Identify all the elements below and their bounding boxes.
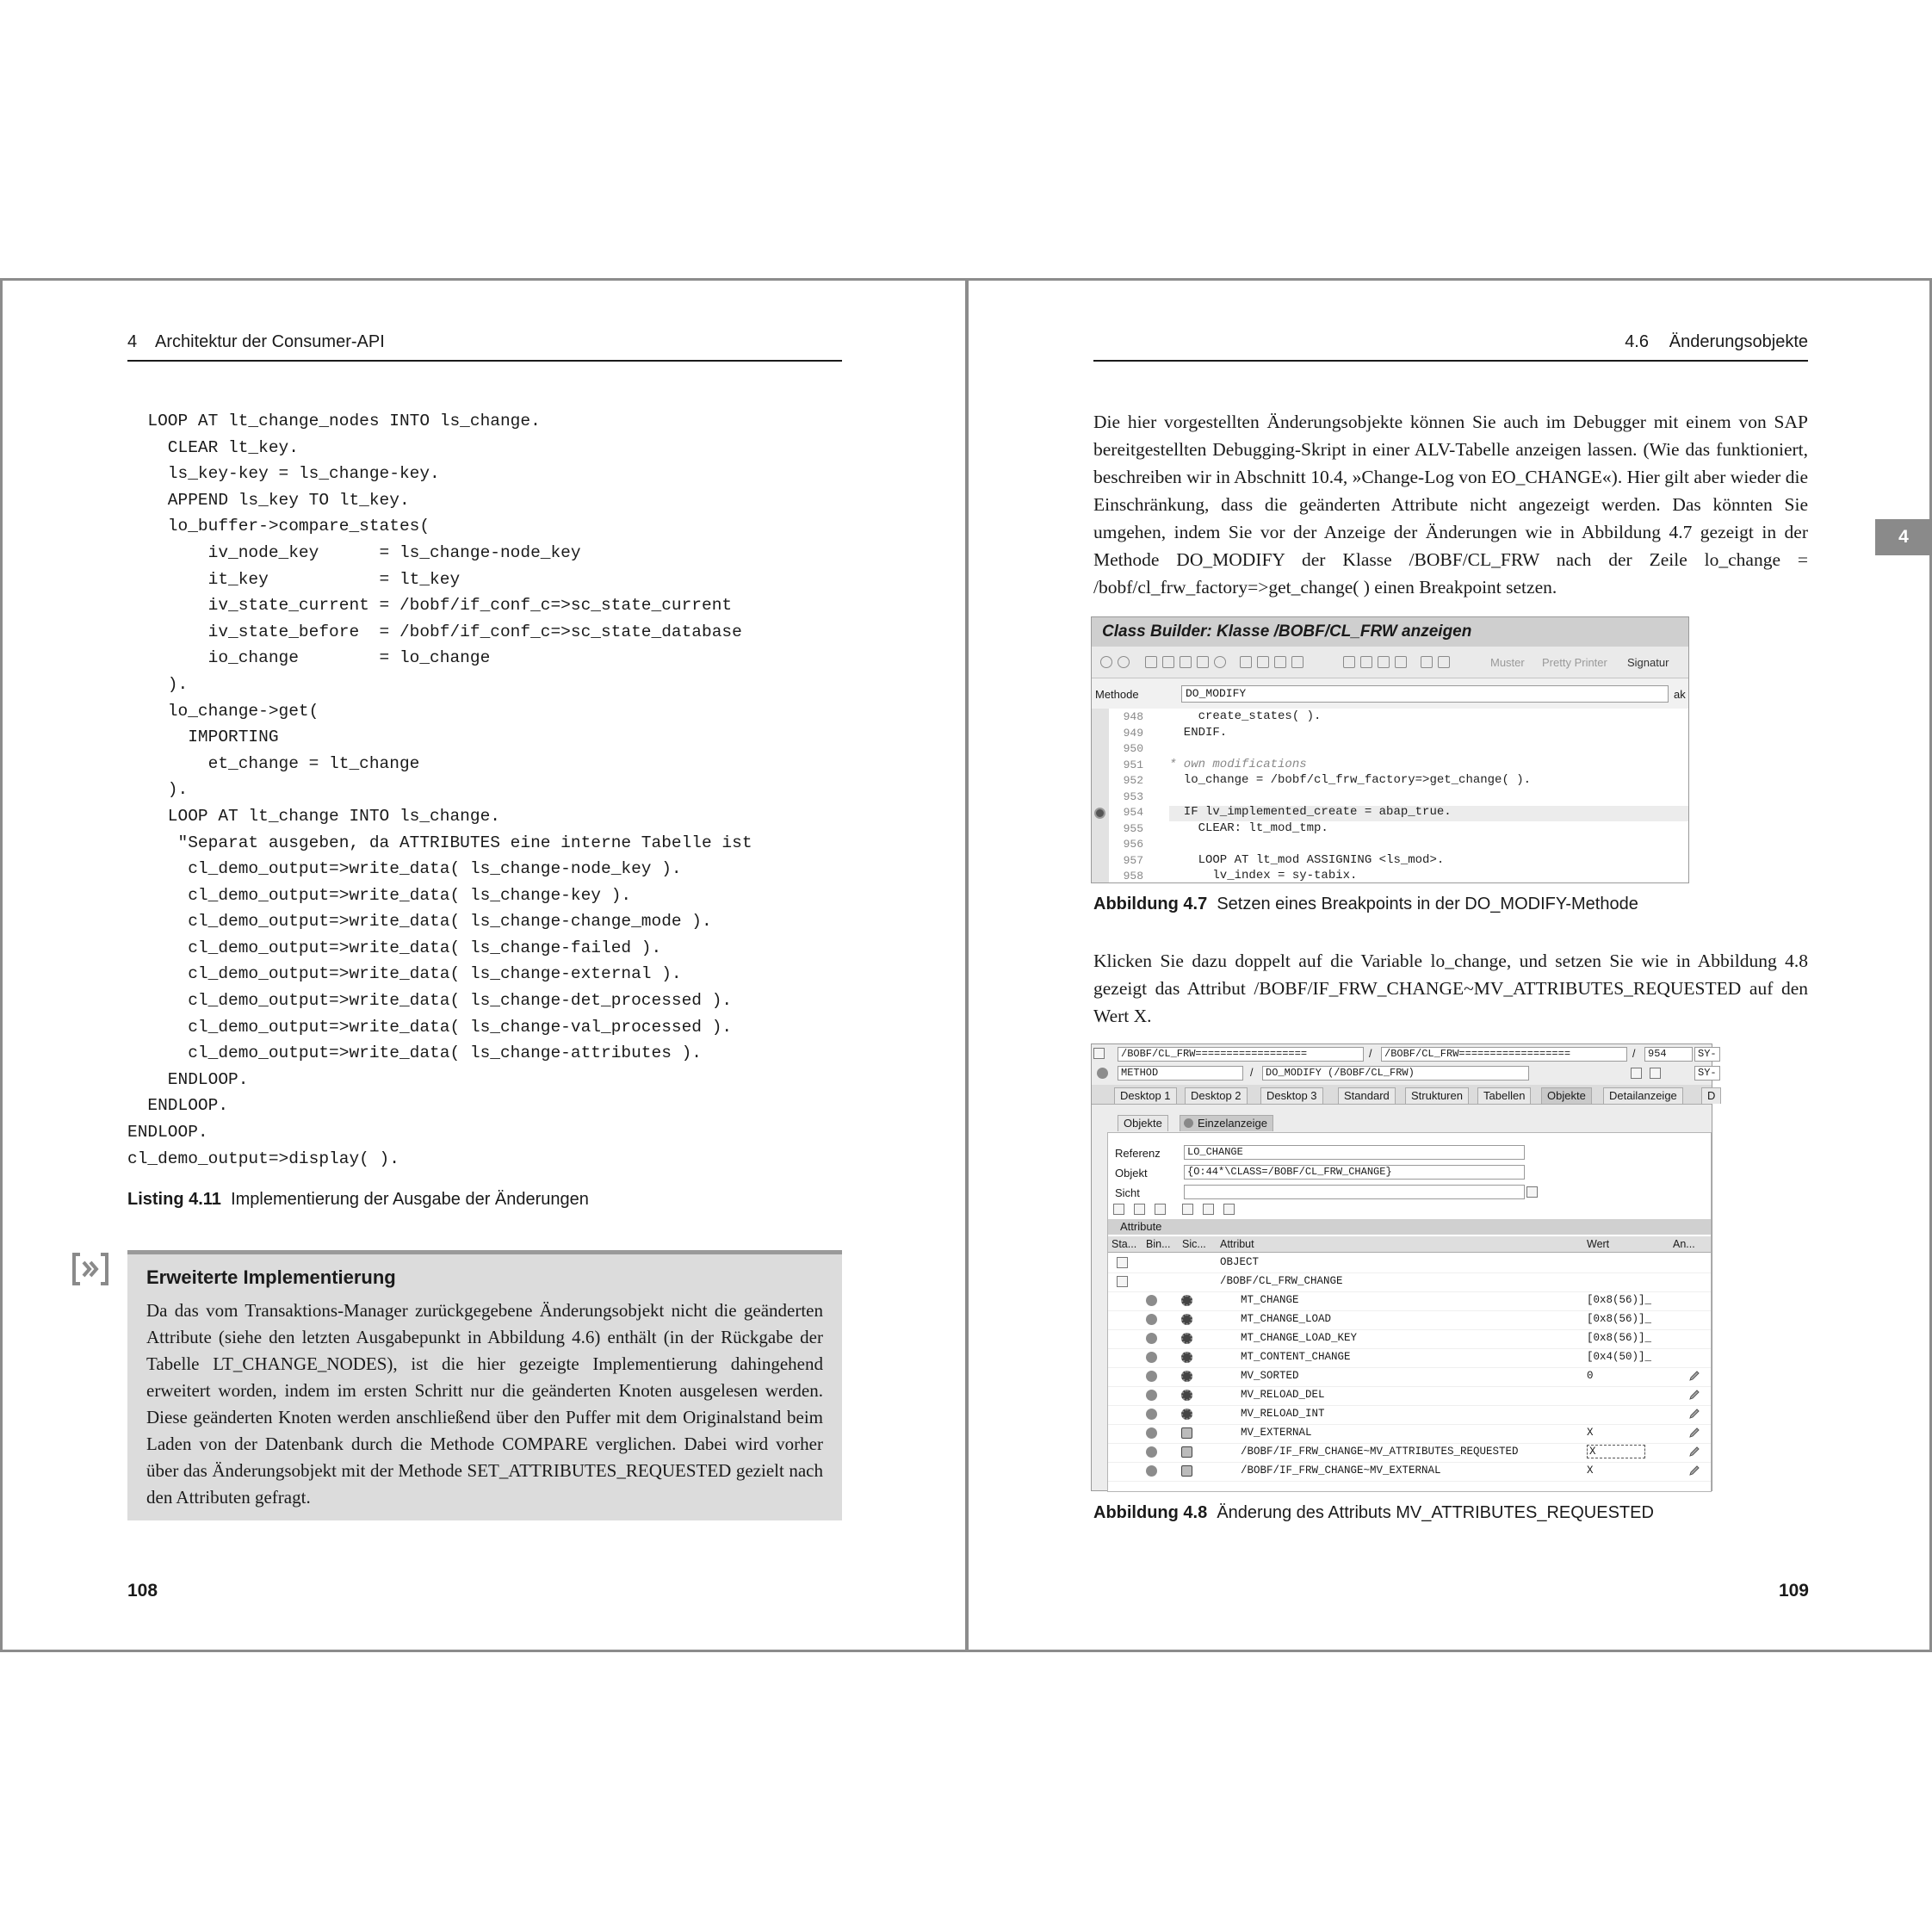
objekt-field[interactable]: {O:44*\CLASS=/BOBF/CL_FRW_CHANGE} (1184, 1165, 1525, 1180)
tool-icon-2[interactable] (1134, 1204, 1145, 1215)
back-icon[interactable] (1100, 656, 1112, 668)
pencil-icon[interactable] (1688, 1389, 1700, 1401)
tab-strukturen[interactable]: Strukturen (1405, 1087, 1469, 1104)
pencil-icon[interactable] (1688, 1427, 1700, 1439)
attribute-type-icon (1146, 1390, 1157, 1401)
line-number: 952 (1123, 774, 1143, 787)
line-number: 950 (1123, 742, 1143, 755)
visibility-icon (1181, 1295, 1192, 1306)
visibility-icon (1181, 1390, 1192, 1401)
code-line: CLEAR lt_key. (127, 437, 299, 457)
attribute-type-icon (1146, 1409, 1157, 1420)
tab-tabellen[interactable]: Tabellen (1477, 1087, 1531, 1104)
listing-caption (127, 1190, 589, 1210)
attribute-value[interactable]: X (1587, 1427, 1594, 1439)
line-number: 958 (1123, 870, 1143, 882)
table-row[interactable] (1108, 1291, 1711, 1311)
attribute-section: Attribute (1108, 1219, 1711, 1235)
line-number: 957 (1123, 853, 1143, 867)
code-line: lo_change->get( (127, 701, 319, 721)
tab-d[interactable]: D (1701, 1087, 1721, 1104)
window-title: Class Builder: Klasse /BOBF/CL_FRW anzeigen (1092, 617, 1688, 647)
sy-field-2: SY- (1694, 1066, 1720, 1081)
code-line: ENDLOOP. (127, 1123, 208, 1142)
code-line: cl_demo_output=>display( ). (127, 1149, 399, 1168)
column-header[interactable]: An... (1673, 1238, 1695, 1250)
info-box-title: Erweiterte Implementierung (146, 1266, 396, 1288)
attribute-value: [0x8(56)]_ (1587, 1313, 1652, 1325)
path-separator: / (1369, 1048, 1372, 1060)
window-icon[interactable] (1378, 656, 1390, 668)
code-editor[interactable] (1092, 709, 1688, 882)
attribute-value[interactable]: X (1587, 1445, 1645, 1458)
attribute-type-icon (1146, 1333, 1157, 1344)
referenz-field[interactable]: LO_CHANGE (1184, 1145, 1525, 1160)
code-line: iv_node_key = ls_change-node_key (127, 542, 581, 562)
table-row[interactable] (1108, 1348, 1711, 1368)
method-row (1092, 684, 1688, 705)
table-row[interactable] (1108, 1424, 1711, 1444)
tab-objekte[interactable]: Objekte (1541, 1087, 1592, 1104)
attribute-type-icon (1146, 1446, 1157, 1458)
visibility-icon (1181, 1427, 1192, 1439)
running-header-left (127, 329, 842, 362)
line-separator: / (1632, 1048, 1636, 1060)
pretty-printer-button[interactable]: Pretty Printer (1542, 656, 1607, 669)
table-row[interactable] (1108, 1367, 1711, 1387)
running-header-right (1093, 329, 1808, 362)
attribute-name: MV_SORTED (1241, 1370, 1299, 1382)
code-line[interactable]: CLEAR: lt_mod_tmp. (1169, 820, 1328, 835)
column-header[interactable]: Sta... (1112, 1238, 1137, 1250)
method-name-field: DO_MODIFY (/BOBF/CL_FRW) (1262, 1066, 1529, 1081)
line-number: 949 (1123, 726, 1143, 740)
hierarchy-icon[interactable] (1343, 656, 1355, 668)
code-line: ENDLOOP. (127, 1096, 229, 1116)
column-header[interactable]: Sic... (1182, 1238, 1206, 1250)
visibility-icon (1181, 1409, 1192, 1420)
code-line: LOOP AT lt_change INTO ls_change. (127, 806, 500, 826)
code-line: cl_demo_output=>write_data( ls_change-det_processed ). (127, 991, 733, 1011)
info-box-text: Da das vom Transaktions-Manager zurückgegebene Änderungsobjekt nicht die geänderten Attribute (siehe den letzten Ausgabepunkt in Abbildung 4.6) enthält (in der Rückgabe der Tabelle LT_CHANGE_NODES), ist die hier gezeigte Implementierung dahingehend erweitert worden, indem im ersten Schritt nur die geänderten Knoten ausgelesen werden. Diese geänderten Knoten werden anschließend über den Puffer mit dem Originalstand beim Laden von der Datenbank durch die Methode COMPARE verglichen. Dabei wird vorher über das Änderungsobjekt mit der Methode SET_ATTRIBUTES_REQUESTED gezielt nach den Attributen gefragt. (146, 1300, 823, 1508)
code-line: cl_demo_output=>write_data( ls_change-attributes ). (127, 1043, 703, 1063)
display-change-icon[interactable] (1240, 656, 1252, 668)
line-number: 956 (1123, 838, 1143, 851)
tab-desktop-3[interactable]: Desktop 3 (1260, 1087, 1323, 1104)
section-title: Änderungsobjekte (1669, 332, 1808, 351)
line-number: 955 (1123, 821, 1143, 835)
attribute-name: MT_CONTENT_CHANGE (1241, 1351, 1351, 1363)
method-field[interactable]: DO_MODIFY (1181, 685, 1669, 703)
delete-icon[interactable] (1197, 656, 1209, 668)
table-row[interactable] (1108, 1386, 1711, 1406)
code-line[interactable]: IF lv_implemented_create = abap_true. (1169, 805, 1452, 819)
page-number-right: 109 (1778, 1581, 1809, 1601)
body-paragraph-2: Klicken Sie dazu doppelt auf die Variable lo_change, und setzen Sie wie in Abbildung 4.8 gezeigt das Attribut /BOBF/IF_FRW_CHANGE~MV_ATTRIBUTES_REQUESTED auf den Wert X. (1093, 951, 1808, 1026)
code-line: "Separat ausgeben, da ATTRIBUTES eine interne Tabelle ist (127, 833, 752, 852)
attribute-name: /BOBF/IF_FRW_CHANGE~MV_ATTRIBUTES_REQUESTED (1241, 1446, 1519, 1458)
attribute-name: MV_EXTERNAL (1241, 1427, 1312, 1439)
attribute-type-icon (1146, 1427, 1157, 1439)
code-line: cl_demo_output=>write_data( ls_change-failed ). (127, 938, 662, 957)
visibility-icon (1181, 1465, 1192, 1477)
activate-icon[interactable] (1180, 656, 1192, 668)
attribute-value: [0x4(50)]_ (1587, 1351, 1652, 1363)
attribute-value[interactable]: X (1587, 1464, 1594, 1477)
program-path-field: /BOBF/CL_FRW================== (1118, 1047, 1364, 1062)
attribute-type-icon (1146, 1371, 1157, 1382)
source-icon[interactable] (1631, 1068, 1642, 1079)
subtab-einzelanzeige-label: Einzelanzeige (1198, 1117, 1267, 1130)
attribute-type-icon (1146, 1314, 1157, 1325)
figure-4-7-caption-label: Abbildung 4.7 (1093, 895, 1208, 913)
page-number-left: 108 (127, 1581, 158, 1601)
field-label-referenz: Referenz (1115, 1147, 1161, 1160)
sicht-field[interactable] (1184, 1185, 1525, 1199)
settings-icon[interactable] (1438, 656, 1450, 668)
table-row[interactable] (1108, 1462, 1711, 1482)
object-subtabs (1092, 1112, 1712, 1131)
toggle-icon[interactable] (1145, 656, 1157, 668)
tab-standard[interactable]: Standard (1338, 1087, 1396, 1104)
section-number: 4.6 (1625, 332, 1649, 351)
field-label-sicht: Sicht (1115, 1186, 1140, 1199)
method-icon (1097, 1068, 1108, 1079)
attribute-name: MT_CHANGE_LOAD_KEY (1241, 1332, 1358, 1344)
code-line[interactable]: create_states( ). (1169, 709, 1322, 723)
code-line: io_change = lo_change (127, 648, 491, 668)
attribute-type-icon (1146, 1352, 1157, 1363)
code-line: cl_demo_output=>write_data( ls_change-node_key ). (127, 859, 682, 879)
attribute-table-header (1108, 1236, 1711, 1253)
sy-field-1: SY- (1694, 1047, 1720, 1062)
sort-icon[interactable] (1182, 1204, 1193, 1215)
code-line: iv_state_current = /bobf/if_conf_c=>sc_state_current (127, 596, 733, 616)
debugger-method-row (1092, 1065, 1717, 1082)
editor-gutter[interactable] (1092, 709, 1109, 882)
code-line: LOOP AT lt_change_nodes INTO ls_change. (127, 412, 541, 430)
table-row[interactable] (1108, 1405, 1711, 1425)
code-line[interactable]: LOOP AT lt_mod ASSIGNING <ls_mod>. (1169, 852, 1445, 867)
line-number: 954 (1123, 806, 1143, 819)
pencil-icon[interactable] (1688, 1370, 1700, 1382)
attribute-name: OBJECT (1220, 1256, 1260, 1268)
tree-node-icon[interactable] (1117, 1257, 1128, 1268)
tool-icon-3[interactable] (1155, 1204, 1166, 1215)
visibility-icon (1181, 1371, 1192, 1382)
code-line: IMPORTING (127, 728, 279, 747)
column-header[interactable]: Bin... (1146, 1238, 1171, 1250)
tab-desktop-1[interactable]: Desktop 1 (1114, 1087, 1177, 1104)
attribute-type-icon (1146, 1465, 1157, 1477)
code-line: cl_demo_output=>write_data( ls_change-external ). (127, 964, 682, 984)
visibility-icon (1181, 1314, 1192, 1325)
debugger-screenshot (1091, 1043, 1717, 1491)
figure-4-8-caption-label: Abbildung 4.8 (1093, 1503, 1208, 1522)
table-row[interactable] (1108, 1443, 1711, 1463)
attribute-type-icon (1146, 1295, 1157, 1306)
figure-4-8-caption-text: Änderung des Attributs MV_ATTRIBUTES_REQUESTED (1217, 1503, 1654, 1522)
method-separator: / (1250, 1067, 1254, 1079)
pencil-icon[interactable] (1688, 1464, 1700, 1477)
toolbar (1092, 647, 1688, 678)
info-icon (71, 1252, 109, 1286)
code-line: iv_state_before = /bobf/if_conf_c=>sc_state_database (127, 622, 742, 641)
code-line[interactable]: ENDIF. (1169, 725, 1228, 740)
breakpoint-icon[interactable] (1274, 656, 1286, 668)
attribute-name: MT_CHANGE (1241, 1294, 1299, 1306)
check-icon[interactable] (1162, 656, 1174, 668)
pattern-button[interactable]: Muster (1490, 656, 1525, 669)
visibility-icon (1181, 1333, 1192, 1344)
left-page (0, 278, 968, 1652)
code-line: ENDLOOP. (127, 1069, 249, 1089)
code-line: APPEND ls_key TO lt_key. (127, 490, 410, 510)
code-line[interactable]: * own modifications (1169, 757, 1307, 771)
info-icon[interactable] (1395, 656, 1407, 668)
listing-caption-text: Implementierung der Ausgabe der Änderungen (231, 1190, 589, 1209)
tab-desktop-2[interactable]: Desktop 2 (1185, 1087, 1248, 1104)
edit-icon[interactable] (1257, 656, 1269, 668)
table-row[interactable] (1108, 1310, 1711, 1330)
line-number: 948 (1123, 710, 1143, 723)
info-icon[interactable] (1650, 1068, 1661, 1079)
code-line: it_key = lt_key (127, 569, 461, 589)
code-line: ). (127, 674, 189, 694)
signature-button[interactable]: Signatur (1627, 656, 1669, 669)
code-line: lo_buffer->compare_states( (127, 517, 430, 536)
listing-caption-label: Listing 4.11 (127, 1190, 221, 1209)
attribute-name: /BOBF/IF_FRW_CHANGE~MV_EXTERNAL (1241, 1464, 1441, 1477)
visibility-icon (1181, 1446, 1192, 1458)
test-icon[interactable] (1291, 656, 1303, 668)
line-number: 953 (1123, 790, 1143, 803)
tab-detailanzeige[interactable]: Detailanzeige (1603, 1087, 1683, 1104)
subtab-objekte[interactable]: Objekte (1118, 1115, 1168, 1131)
code-line: et_change = lt_change (127, 753, 420, 773)
attribute-name: MV_RELOAD_INT (1241, 1408, 1325, 1420)
tree-node-icon[interactable] (1117, 1276, 1128, 1287)
figure-4-8-caption (1093, 1503, 1654, 1523)
method-label: Methode (1095, 688, 1139, 701)
figure-4-7-caption (1093, 895, 1638, 914)
attribute-name: MT_CHANGE_LOAD (1241, 1313, 1332, 1325)
code-line[interactable]: lv_index = sy-tabix. (1169, 869, 1358, 882)
subtab-einzelanzeige[interactable] (1180, 1115, 1273, 1131)
code-line: cl_demo_output=>write_data( ls_change-key ). (127, 885, 632, 905)
einzelanzeige-icon (1184, 1118, 1193, 1128)
attribute-value: [0x8(56)]_ (1587, 1294, 1652, 1306)
where-used-icon[interactable] (1214, 656, 1226, 668)
forward-icon[interactable] (1118, 656, 1130, 668)
code-line: ). (127, 780, 189, 800)
sicht-dropdown-icon[interactable] (1526, 1186, 1538, 1198)
visibility-icon (1181, 1352, 1192, 1363)
chapter-title: Architektur der Consumer-API (155, 332, 385, 351)
filter-icon[interactable] (1223, 1204, 1235, 1215)
column-header[interactable]: Attribut (1220, 1238, 1254, 1250)
pencil-icon[interactable] (1688, 1446, 1700, 1458)
single-display-panel (1107, 1132, 1712, 1492)
sum-icon[interactable] (1203, 1204, 1214, 1215)
code-line: cl_demo_output=>write_data( ls_change-change_mode ). (127, 912, 712, 932)
code-line[interactable]: lo_change = /bobf/cl_frw_factory=>get_change( ). (1169, 773, 1532, 787)
line-number: 951 (1123, 758, 1143, 771)
panel-toolbar (1112, 1202, 1266, 1217)
code-line: cl_demo_output=>write_data( ls_change-val_processed ). (127, 1017, 733, 1037)
method-extra: ak (1674, 688, 1686, 701)
desktop-tabs (1092, 1085, 1716, 1105)
chapter-thumb-tab: 4 (1875, 519, 1932, 555)
attribute-value[interactable]: 0 (1587, 1370, 1594, 1382)
attribute-value: [0x8(56)]_ (1587, 1332, 1652, 1344)
breakpoint-icon[interactable] (1094, 808, 1105, 819)
print-icon[interactable] (1421, 656, 1433, 668)
include-path-field: /BOBF/CL_FRW================== (1381, 1047, 1627, 1062)
table-row[interactable] (1108, 1254, 1711, 1273)
table-row[interactable] (1108, 1273, 1711, 1292)
info-box (127, 1250, 842, 1520)
line-number-field: 954 (1644, 1047, 1693, 1062)
code-listing (127, 408, 752, 1172)
chapter-number: 4 (127, 332, 138, 351)
field-label-objekt: Objekt (1115, 1167, 1148, 1180)
column-header[interactable]: Wert (1587, 1238, 1610, 1250)
tool-icon-1[interactable] (1113, 1204, 1124, 1215)
navigation-icon[interactable] (1360, 656, 1372, 668)
class-builder-screenshot (1091, 616, 1689, 883)
debugger-path-row (1092, 1046, 1717, 1063)
attribute-name: MV_RELOAD_DEL (1241, 1389, 1325, 1401)
figure-4-7-caption-text: Setzen eines Breakpoints in der DO_MODIFY-Methode (1217, 895, 1638, 913)
body-paragraph-1: Die hier vorgestellten Änderungsobjekte können Sie auch im Debugger mit einem von SAP bereitgestellten Debugging-Skript in einer ALV-Tabelle anzeigen lassen. (Wie das funktioniert, beschreiben wir in Abschnitt 10.4, »Change-Log von EO_CHANGE«). Hier gilt aber wieder die Einschränkung, dass die geänderten Attribute nicht angezeigt werden. Das könnten Sie umgehen, indem Sie vor der Anzeige der Änderungen wie in Abbildung 4.7 gezeigt in der Methode DO_MODIFY der Klasse /BOBF/CL_FRW nach der Zeile lo_change = /bobf/cl_frw_factory=>get_change( ) einen Breakpoint setzen. (1093, 412, 1808, 598)
program-icon (1093, 1048, 1105, 1059)
code-line: ls_key-key = ls_change-key. (127, 464, 440, 484)
attribute-name: /BOBF/CL_FRW_CHANGE (1220, 1275, 1343, 1287)
table-row[interactable] (1108, 1329, 1711, 1349)
method-kind-field: METHOD (1118, 1066, 1243, 1081)
pencil-icon[interactable] (1688, 1408, 1700, 1420)
